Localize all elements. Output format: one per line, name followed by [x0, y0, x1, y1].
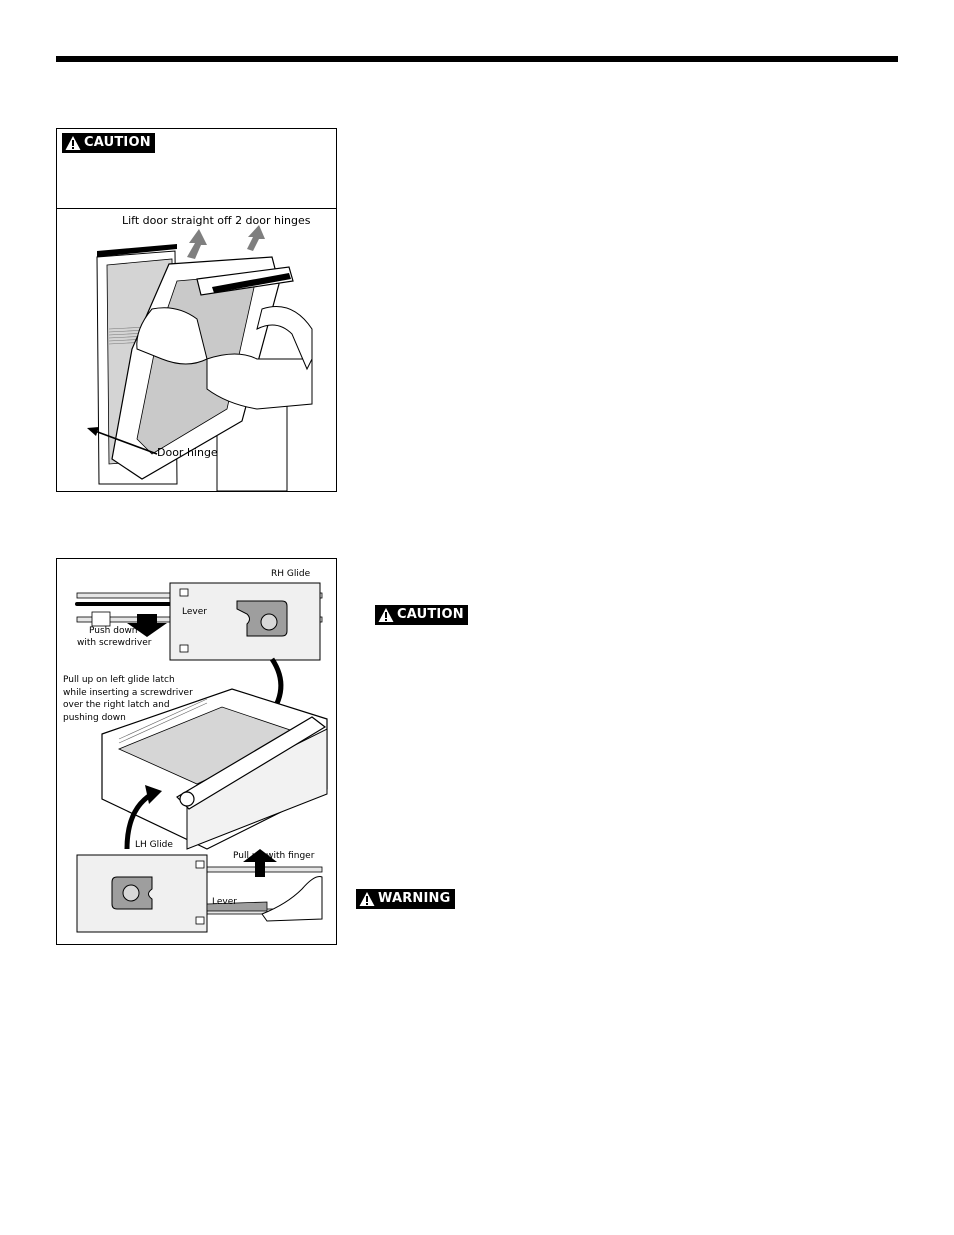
door-removal-panel	[56, 128, 337, 492]
caution-badge	[62, 133, 155, 153]
push-down-label-line2: with screwdriver	[77, 638, 152, 648]
warning-triangle-icon	[65, 135, 81, 151]
door-hinge-label: Door hinge	[157, 446, 218, 459]
push-down-label-line1: Push down	[89, 626, 138, 636]
lever-label: Lever	[182, 607, 207, 617]
pull-left-line-2: while inserting a screwdriver	[63, 687, 193, 698]
caution-label-right: CAUTION	[397, 607, 464, 622]
pull-left-line-4: pushing down	[63, 712, 126, 723]
drawer-removal-panel	[56, 558, 337, 945]
warning-triangle-icon	[378, 607, 394, 623]
pull-left-line-1: Pull up on left glide latch	[63, 675, 175, 685]
pull-left-line-3: over the right latch and	[63, 700, 170, 710]
lh-glide-label: LH Glide	[135, 840, 173, 850]
warning-triangle-icon	[359, 891, 375, 907]
pull-finger-label: Pull up with finger	[233, 851, 315, 861]
warning-label: WARNING	[378, 891, 451, 906]
caution-label: CAUTION	[84, 135, 151, 150]
caution-badge-right	[375, 605, 468, 625]
lever-lower-label: Lever	[212, 897, 237, 907]
rh-glide-label: RH Glide	[271, 569, 311, 579]
lift-door-label: Lift door straight off 2 door hinges	[122, 214, 311, 227]
warning-badge	[356, 889, 455, 909]
top-rule	[56, 56, 898, 62]
